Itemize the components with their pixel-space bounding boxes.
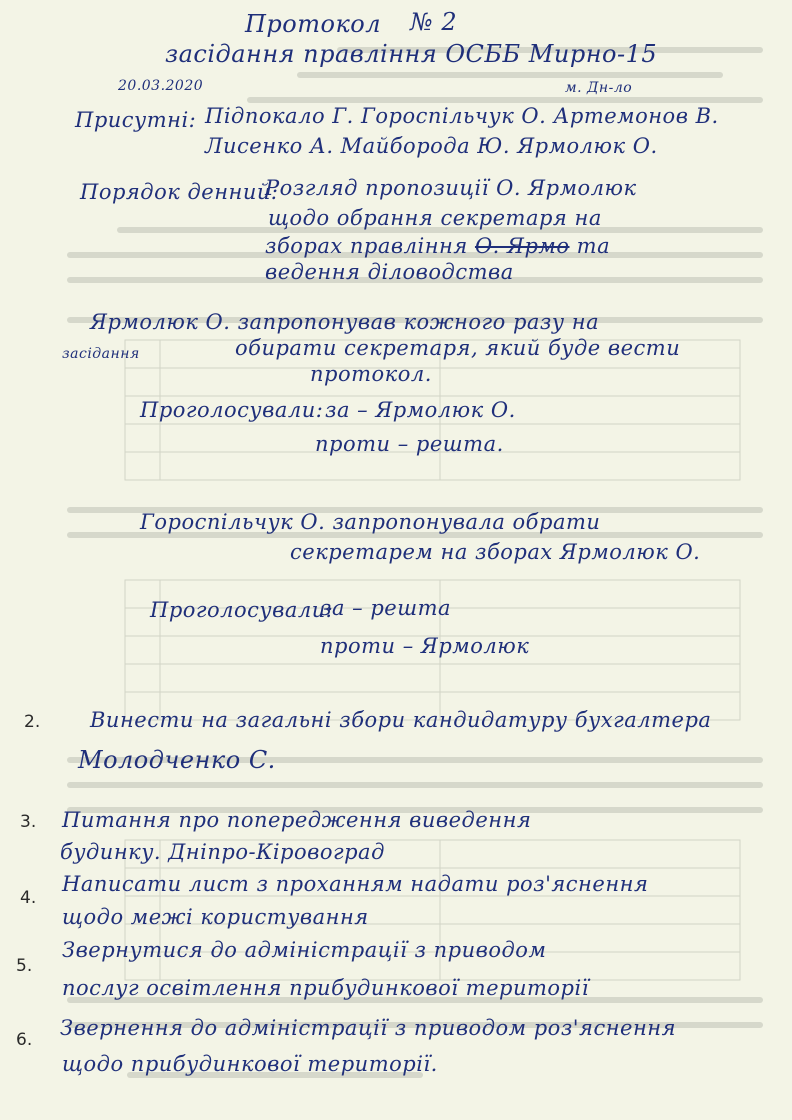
- agenda-struck-text: О. Ярмо: [474, 234, 570, 258]
- point-5-line-1: Звернутися до адміністрації з приводом: [62, 938, 547, 962]
- protocol-title: Протокол: [245, 10, 382, 38]
- protocol-date: 20.03.2020: [118, 78, 204, 94]
- point-2-line-1: Винести на загальні збори кандидатуру бухгалтера: [90, 708, 712, 732]
- point-6-line-2: щодо прибудинкової території.: [62, 1052, 438, 1076]
- agenda-line-3-end: та: [576, 234, 611, 258]
- point-3-number: 3.: [20, 812, 37, 832]
- point-2-number: 2.: [24, 712, 41, 732]
- point-3-line-1: Питання про попередження виведення: [62, 808, 532, 832]
- point-4-line-2: щодо межі користування: [62, 905, 369, 929]
- item1-line-2: обирати секретаря, який буде вести: [235, 336, 681, 360]
- item1-line-3: протокол.: [310, 362, 432, 386]
- point-3-line-2: будинку. Дніпро-Кіровоград: [60, 840, 385, 864]
- meeting-name: засідання правління ОСББ Мирно-15: [165, 40, 658, 68]
- point-4-line-1: Написати лист з проханням надати роз'яснення: [62, 872, 649, 896]
- item2-vote-label: Проголосували:: [150, 598, 334, 622]
- attendees-line-2: Лисенко А. Майборода Ю. Ярмолюк О.: [205, 134, 658, 158]
- agenda-label: Порядок денний:: [80, 180, 279, 204]
- item2-vote-for: за – решта: [320, 596, 452, 620]
- item1-vote-against: проти – решта.: [315, 432, 504, 456]
- point-5-line-2: послуг освітлення прибудинкової території: [62, 976, 589, 1000]
- point-5-number: 5.: [16, 956, 33, 976]
- point-6-line-1: Звернення до адміністрації з приводом роз'яснення: [60, 1016, 677, 1040]
- protocol-number: № 2: [410, 8, 458, 36]
- point-4-number: 4.: [20, 888, 37, 908]
- item1-line-1: Ярмолюк О. запропонував кожного разу на: [90, 310, 600, 334]
- protocol-city: м. Дн-ло: [565, 80, 633, 96]
- agenda-line-2: щодо обрання секретаря на: [268, 206, 602, 230]
- agenda-line-3-text: зборах правління: [265, 234, 468, 258]
- item2-line-2: секретарем на зборах Ярмолюк О.: [290, 540, 701, 564]
- agenda-line-3: [265, 234, 610, 258]
- item1-side-word: засідання: [62, 346, 140, 362]
- agenda-line-4: ведення діловодства: [265, 260, 514, 284]
- point-2-line-2: Молодченко С.: [78, 746, 276, 774]
- item1-vote-label: Проголосували:: [140, 398, 324, 422]
- agenda-line-1: Розгляд пропозиції О. Ярмолюк: [265, 176, 637, 200]
- point-6-number: 6.: [16, 1030, 33, 1050]
- item2-vote-against: проти – Ярмолюк: [320, 634, 530, 658]
- attendees-label: Присутні:: [75, 108, 197, 132]
- attendees-line-1: Підпокало Г. Гороспільчук О. Артемонов В.: [205, 104, 719, 128]
- item1-vote-for: за – Ярмолюк О.: [325, 398, 516, 422]
- item2-line-1: Гороспільчук О. запропонувала обрати: [140, 510, 601, 534]
